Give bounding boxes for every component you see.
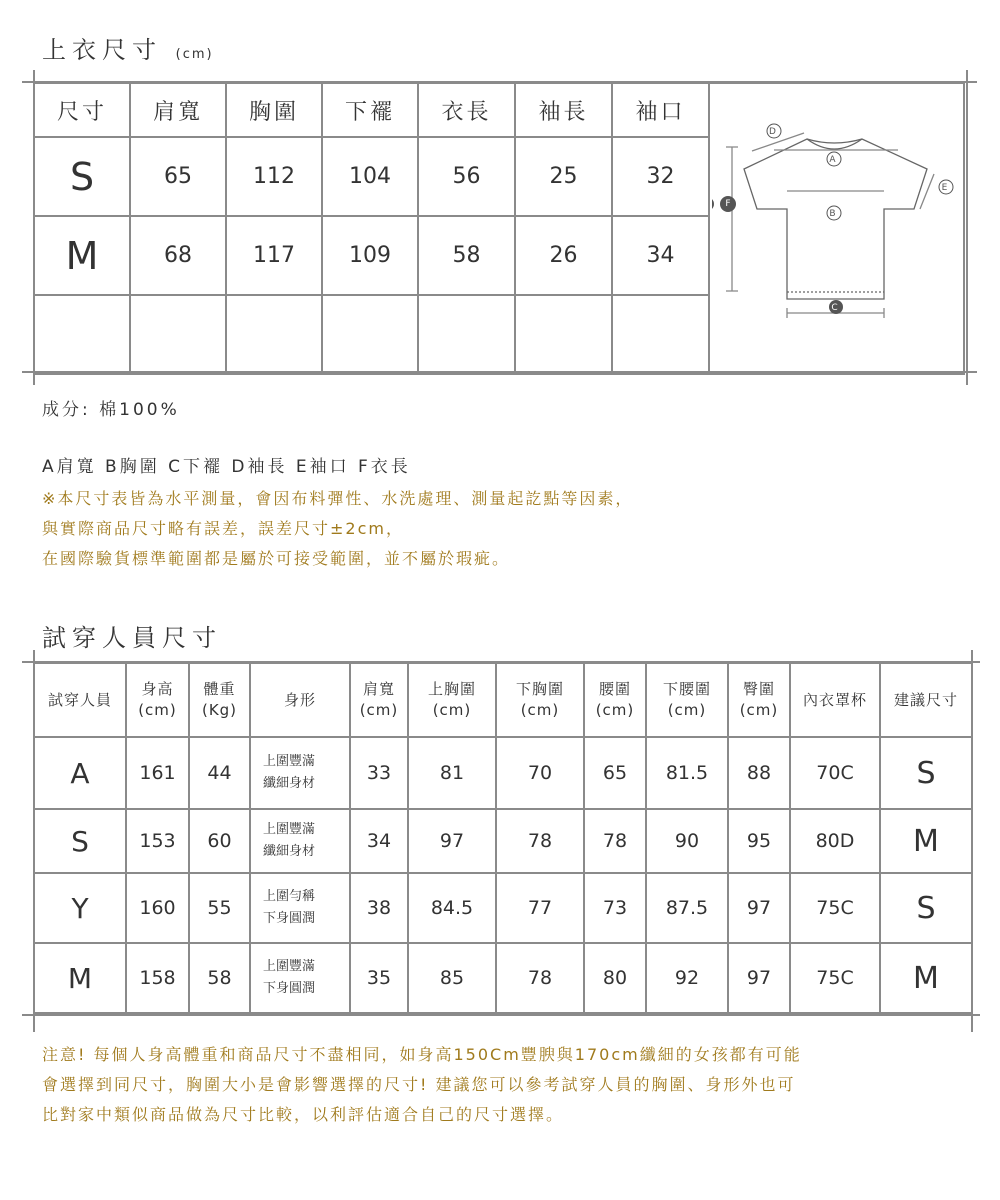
note-line: 與實際商品尺寸略有誤差，誤差尺寸±2cm， bbox=[42, 519, 404, 538]
model-code: S bbox=[34, 809, 126, 873]
waist-value: 65 bbox=[584, 737, 646, 809]
model-code: Y bbox=[34, 873, 126, 943]
model-code: M bbox=[34, 943, 126, 1013]
empty-cell bbox=[226, 295, 322, 374]
marker-c: C bbox=[830, 302, 841, 313]
under-chest-value: 70 bbox=[496, 737, 584, 809]
height-value: 158 bbox=[126, 943, 189, 1013]
under-chest-value: 78 bbox=[496, 809, 584, 873]
measurement-legend: A肩寬 B胸圍 C下襬 D袖長 E袖口 F衣長 bbox=[42, 457, 411, 477]
header-sleeve-length: 袖長 bbox=[515, 83, 612, 137]
model-row-y bbox=[34, 873, 972, 943]
height-value: 153 bbox=[126, 809, 189, 873]
shoulder-value: 68 bbox=[130, 216, 226, 295]
header-cup: 內衣罩杯 bbox=[790, 663, 880, 737]
header-low-waist: 下腰圍 (cm) bbox=[646, 663, 728, 737]
empty-cell bbox=[418, 295, 515, 374]
body-type-value: 上圍勻稱 下身圓潤 bbox=[250, 873, 350, 943]
upper-chest-value: 97 bbox=[408, 809, 496, 873]
size-chart-unit: (cm) bbox=[175, 47, 214, 62]
header-length: 衣長 bbox=[418, 83, 515, 137]
table-header-row bbox=[34, 83, 964, 137]
table-border-bottom bbox=[22, 1014, 980, 1016]
marker-b: B bbox=[828, 208, 839, 219]
model-chart-title: 試穿人員尺寸 bbox=[42, 624, 222, 652]
marker-a: A bbox=[828, 154, 839, 165]
shoulder-value: 35 bbox=[350, 943, 408, 1013]
shoulder-value: 34 bbox=[350, 809, 408, 873]
weight-value: 55 bbox=[189, 873, 250, 943]
sleeve-length-value: 26 bbox=[515, 216, 612, 295]
marker-d: D bbox=[768, 126, 779, 137]
length-value: 58 bbox=[418, 216, 515, 295]
low-waist-value: 87.5 bbox=[646, 873, 728, 943]
hip-value: 97 bbox=[728, 943, 790, 1013]
chest-value: 112 bbox=[226, 137, 322, 216]
low-waist-value: 92 bbox=[646, 943, 728, 1013]
weight-value: 58 bbox=[189, 943, 250, 1013]
weight-value: 44 bbox=[189, 737, 250, 809]
body-type-value: 上圍豐滿 纖細身材 bbox=[250, 809, 350, 873]
header-waist: 腰圍 (cm) bbox=[584, 663, 646, 737]
shoulder-value: 38 bbox=[350, 873, 408, 943]
header-model: 試穿人員 bbox=[34, 663, 126, 737]
tshirt-diagram bbox=[712, 111, 962, 341]
length-value: 56 bbox=[418, 137, 515, 216]
recommended-size: S bbox=[880, 873, 972, 943]
note-line: 在國際驗貨標準範圍都是屬於可接受範圍，並不屬於瑕疵。 bbox=[42, 549, 511, 568]
upper-chest-value: 81 bbox=[408, 737, 496, 809]
sleeve-length-value: 25 bbox=[515, 137, 612, 216]
chest-value: 117 bbox=[226, 216, 322, 295]
waist-value: 80 bbox=[584, 943, 646, 1013]
header-hem: 下襬 bbox=[322, 83, 418, 137]
hip-value: 88 bbox=[728, 737, 790, 809]
header-size: 尺寸 bbox=[34, 83, 130, 137]
marker-f: F bbox=[720, 196, 736, 212]
recommended-size: M bbox=[880, 943, 972, 1013]
tshirt-diagram-cell bbox=[709, 83, 964, 374]
header-upper-chest: 上胸圍 (cm) bbox=[408, 663, 496, 737]
marker-e: E bbox=[941, 182, 950, 193]
low-waist-value: 90 bbox=[646, 809, 728, 873]
cup-value: 75C bbox=[790, 943, 880, 1013]
under-chest-value: 78 bbox=[496, 943, 584, 1013]
hip-value: 97 bbox=[728, 873, 790, 943]
height-value: 160 bbox=[126, 873, 189, 943]
waist-value: 73 bbox=[584, 873, 646, 943]
composition-text: 成分: 棉100% bbox=[42, 400, 180, 420]
under-chest-value: 77 bbox=[496, 873, 584, 943]
note-line: 會選擇到同尺寸，胸圍大小是會影響選擇的尺寸! 建議您可以參考試穿人員的胸圍、身形外也可 bbox=[42, 1075, 796, 1094]
empty-cell bbox=[515, 295, 612, 374]
table-border-right bbox=[966, 70, 968, 385]
size-label: S bbox=[34, 137, 130, 216]
size-chart-title-text: 上衣尺寸 bbox=[42, 36, 162, 64]
empty-cell bbox=[130, 295, 226, 374]
upper-chest-value: 84.5 bbox=[408, 873, 496, 943]
cup-value: 70C bbox=[790, 737, 880, 809]
shoulder-value: 65 bbox=[130, 137, 226, 216]
header-recommended-size: 建議尺寸 bbox=[880, 663, 972, 737]
header-body-type: 身形 bbox=[250, 663, 350, 737]
cuff-value: 34 bbox=[612, 216, 709, 295]
header-shoulder: 肩寬 (cm) bbox=[350, 663, 408, 737]
model-code: A bbox=[34, 737, 126, 809]
note-line: 比對家中類似商品做為尺寸比較，以利評估適合自己的尺寸選擇。 bbox=[42, 1105, 565, 1124]
measurement-note bbox=[42, 484, 633, 574]
header-height: 身高 (cm) bbox=[126, 663, 189, 737]
size-chart-title bbox=[42, 30, 214, 65]
recommended-size: M bbox=[880, 809, 972, 873]
hip-value: 95 bbox=[728, 809, 790, 873]
header-shoulder: 肩寬 bbox=[130, 83, 226, 137]
hem-value: 109 bbox=[322, 216, 418, 295]
height-value: 161 bbox=[126, 737, 189, 809]
cup-value: 75C bbox=[790, 873, 880, 943]
body-type-value: 上圍豐滿 下身圓潤 bbox=[250, 943, 350, 1013]
low-waist-value: 81.5 bbox=[646, 737, 728, 809]
cup-value: 80D bbox=[790, 809, 880, 873]
empty-cell bbox=[34, 295, 130, 374]
upper-chest-value: 85 bbox=[408, 943, 496, 1013]
weight-value: 60 bbox=[189, 809, 250, 873]
model-header-row bbox=[34, 663, 972, 737]
shoulder-value: 33 bbox=[350, 737, 408, 809]
cuff-value: 32 bbox=[612, 137, 709, 216]
waist-value: 78 bbox=[584, 809, 646, 873]
header-cuff: 袖口 bbox=[612, 83, 709, 137]
fit-note bbox=[42, 1040, 802, 1130]
empty-cell bbox=[322, 295, 418, 374]
header-hip: 臀圍 (cm) bbox=[728, 663, 790, 737]
note-line: ※本尺寸表皆為水平測量，會因布料彈性、水洗處理、測量起訖點等因素， bbox=[42, 489, 634, 508]
hem-value: 104 bbox=[322, 137, 418, 216]
header-chest: 胸圍 bbox=[226, 83, 322, 137]
size-label: M bbox=[34, 216, 130, 295]
model-size-table bbox=[33, 662, 973, 1014]
header-weight: 體重 (Kg) bbox=[189, 663, 250, 737]
model-row-s bbox=[34, 809, 972, 873]
header-under-chest: 下胸圍 (cm) bbox=[496, 663, 584, 737]
note-line: 注意! 每個人身高體重和商品尺寸不盡相同，如身高150Cm豐腴與170cm纖細的女孩都有可能 bbox=[42, 1045, 802, 1064]
garment-size-table bbox=[33, 82, 965, 375]
recommended-size: S bbox=[880, 737, 972, 809]
body-type-value: 上圍豐滿 纖細身材 bbox=[250, 737, 350, 809]
empty-cell bbox=[612, 295, 709, 374]
model-row-m bbox=[34, 943, 972, 1013]
model-row-a bbox=[34, 737, 972, 809]
